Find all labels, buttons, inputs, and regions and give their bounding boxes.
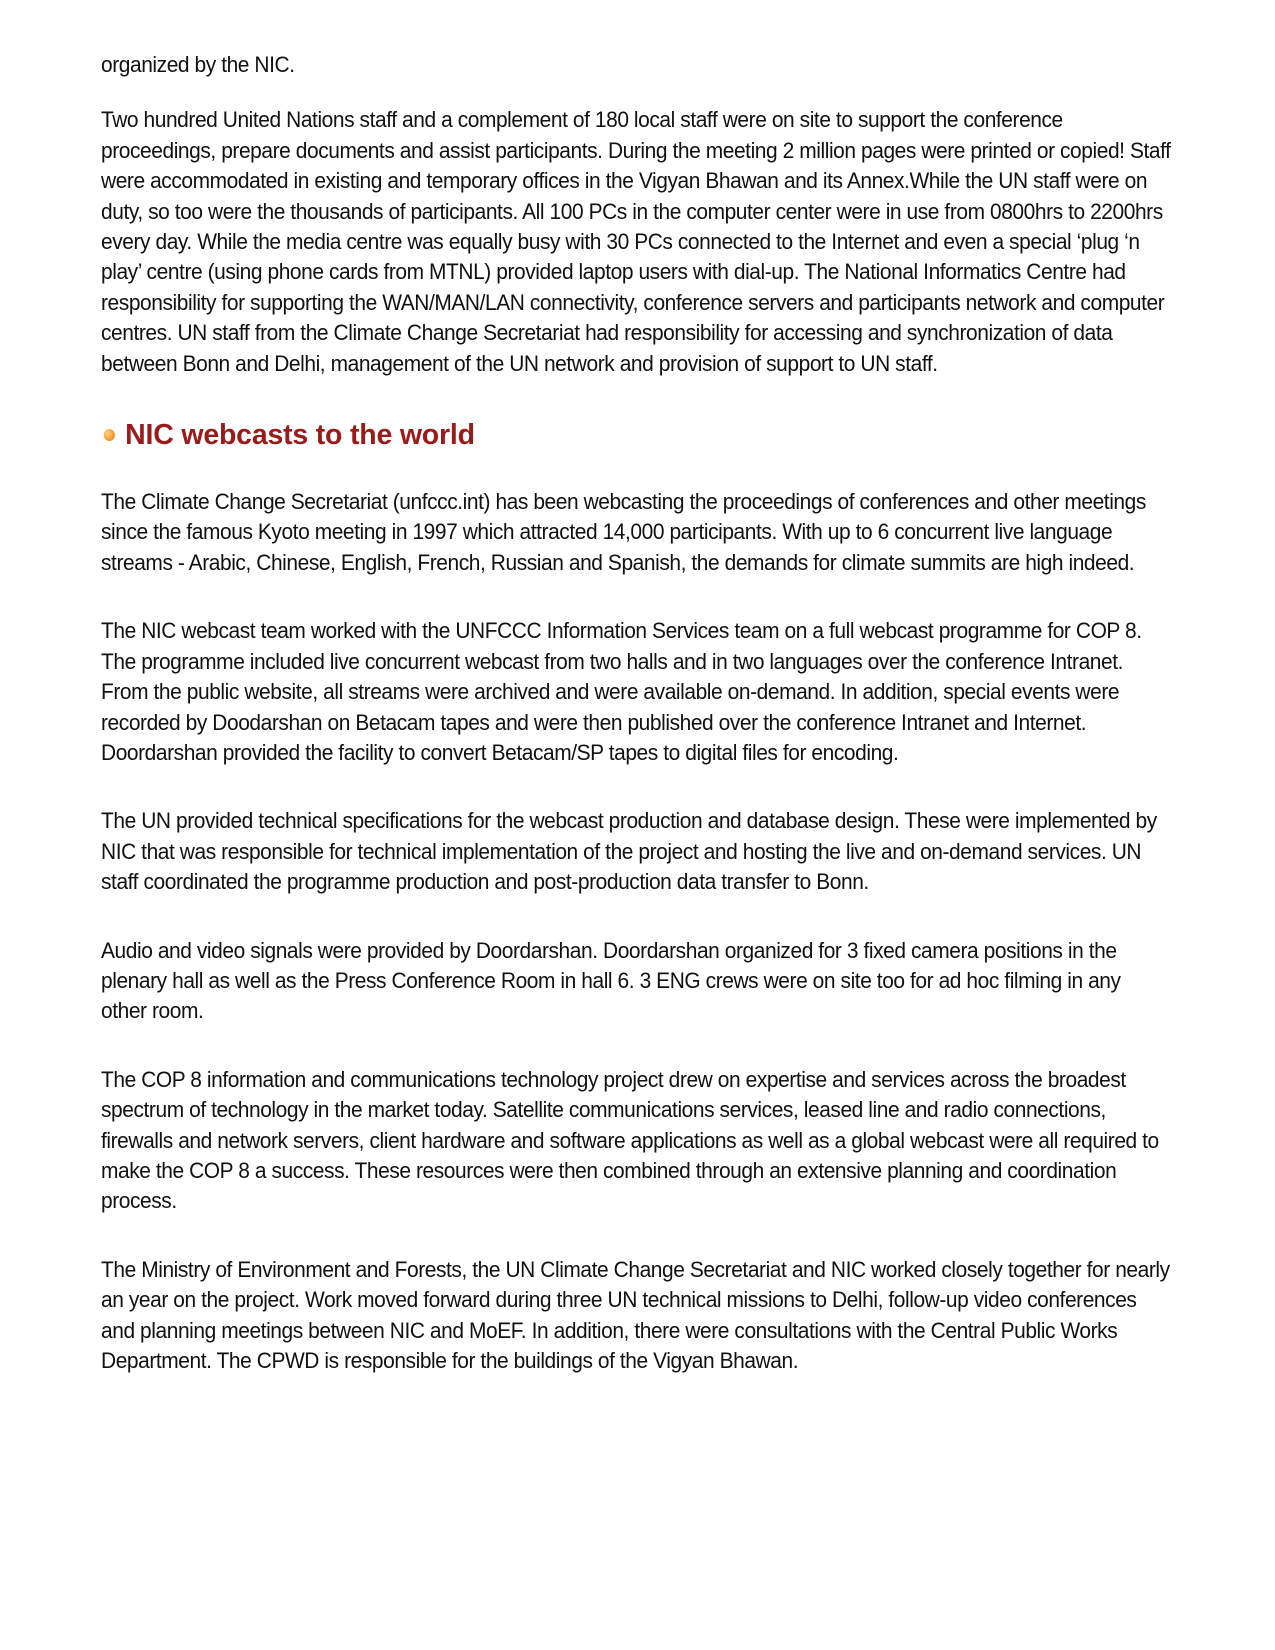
paragraph-webcasting-history: The Climate Change Secretariat (unfccc.int) has been webcasting the proceedings of conferences and other meetings since the famous Kyoto meeting in 1997 which attracted 14,000 participants. With up to 6 concurrent live language streams - Arabic, Chinese, English, French, Russian and Spanish, the demands for climate summits are high indeed. xyxy=(101,489,1146,575)
document-body xyxy=(101,50,1171,1376)
paragraph-technical-specifications: The UN provided technical specifications for the webcast production and database design. These were implemented by NIC that was responsible for technical implementation of the project and hosting the live and on-demand services. UN staff coordinated the programme production and post-production data transfer to Bonn. xyxy=(101,808,1157,895)
paragraph-audio-video: Audio and video signals were provided by Doordarshan. Doordarshan organized for 3 fixed camera positions in the plenary hall as well as the Press Conference Room in hall 6. 3 ENG crews were on site too for ad hoc filming in any other room. xyxy=(101,937,1121,1024)
intro-fragment: organized by the NIC. xyxy=(101,52,295,77)
orange-bullet-icon xyxy=(104,429,115,441)
paragraph-staff: Two hundred United Nations staff and a complement of 180 local staff were on site to support the conference proceedings, prepare documents and assist participants. During the meeting 2 million pages were printed or copied! Staff were accommodated in existing and temporary offices in the Vigyan Bhawan and its Annex.While the UN staff were on duty, so too were the thousands of participants. All 100 PCs in the computer center were in use from 0800hrs to 2200hrs every day. While the media centre was equally busy with 30 PCs connected to the Internet and even a special ‘plug ‘n play’ centre (using phone cards from MTNL) provided laptop users with dial-up. The National Informatics Centre had responsibility for supporting the WAN/MAN/LAN connectivity, conference servers and participants network and computer centres. UN staff from the Climate Change Secretariat had responsibility for accessing and synchronization of data between Bonn and Delhi, management of the UN network and provision of support to UN staff. xyxy=(101,107,1171,376)
paragraph-webcast-team: The NIC webcast team worked with the UNFCCC Information Services team on a full webcast programme for COP 8. The programme included live concurrent webcast from two halls and in two languages over the conference Intranet. From the public website, all streams were archived and were available on-demand. In addition, special events were recorded by Doodarshan on Betacam tapes and were then published over the conference Intranet and Internet. Doordarshan provided the facility to convert Betacam/SP tapes to digital files for encoding. xyxy=(101,618,1142,765)
section-heading xyxy=(101,417,1171,453)
section-heading-text: NIC webcasts to the world xyxy=(125,418,475,451)
paragraph-collaboration: The Ministry of Environment and Forests, the UN Climate Change Secretariat and NIC worked closely together for nearly an year on the project. Work moved forward during three UN technical missions to Delhi, follow-up video conferences and planning meetings between NIC and MoEF. In addition, there were consultations with the Central Public Works Department. The CPWD is responsible for the buildings of the Vigyan Bhawan. xyxy=(101,1256,1170,1373)
paragraph-ict-project: The COP 8 information and communications technology project drew on expertise and services across the broadest spectrum of technology in the market today. Satellite communications services, leased line and radio connections, firewalls and network servers, client hardware and software applications as well as a global webcast were all required to make the COP 8 a success. These resources were then combined through an extensive planning and coordination process. xyxy=(101,1066,1159,1214)
